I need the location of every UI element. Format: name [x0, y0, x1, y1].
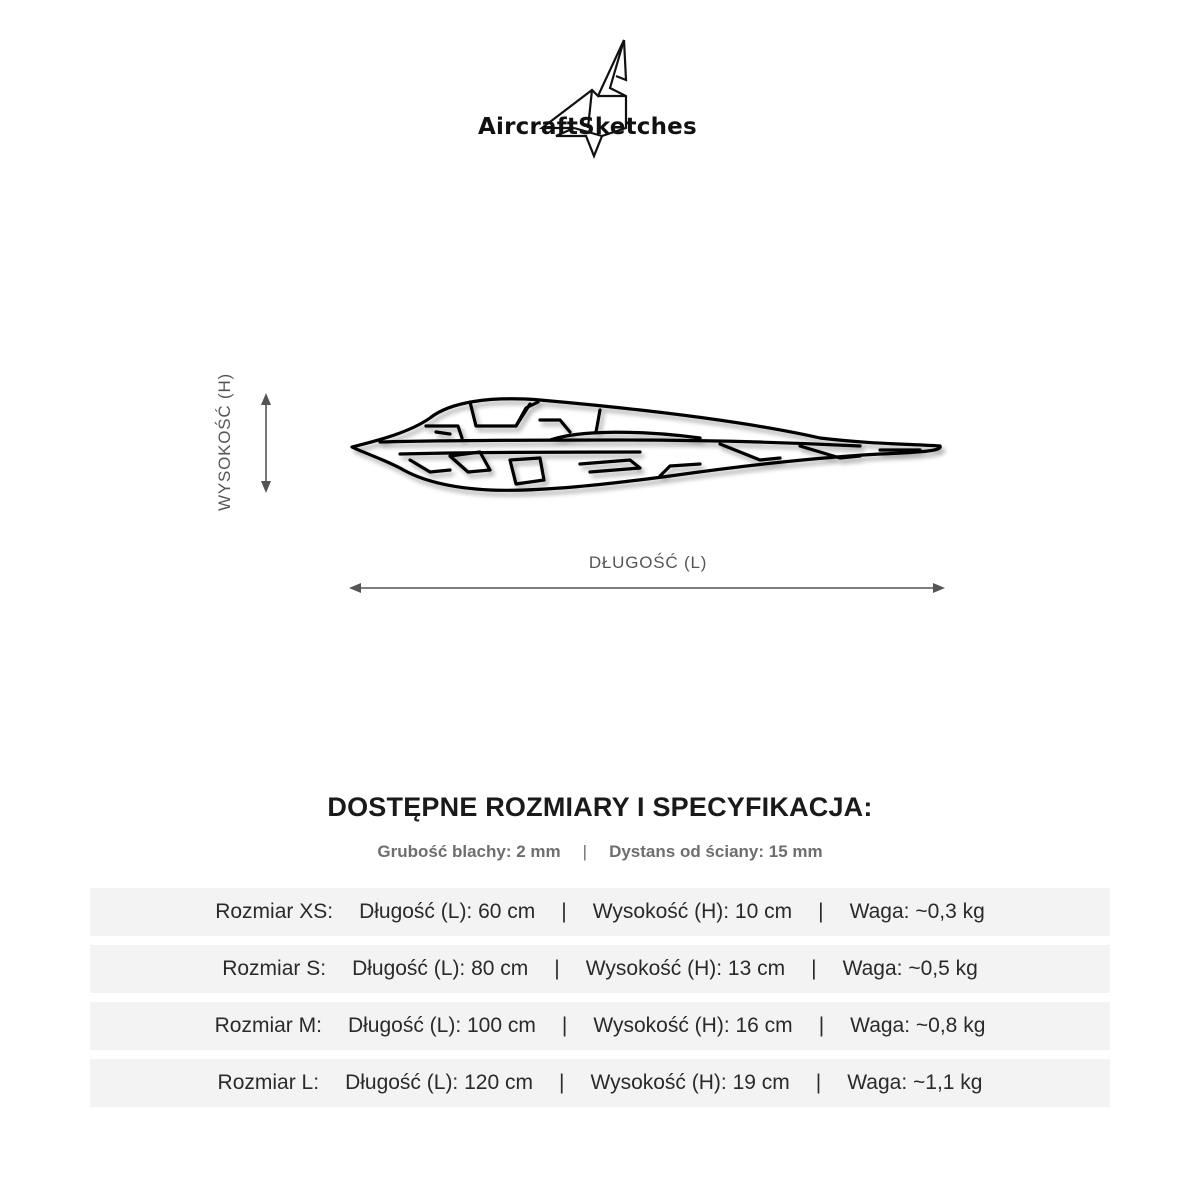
size-separator: | — [561, 900, 567, 923]
height-label: WYSOKOŚĆ (H) — [215, 372, 234, 512]
size-row-l — [90, 1059, 1110, 1107]
size-separator: | — [811, 957, 817, 980]
size-name: Rozmiar L: — [217, 1071, 320, 1094]
height-arrow-top — [261, 393, 271, 405]
height-arrow-bottom — [261, 481, 271, 493]
size-weight: Waga: ~0,8 kg — [850, 1014, 986, 1037]
size-height: Wysokość (H): 16 cm — [593, 1014, 793, 1037]
size-separator: | — [558, 1071, 565, 1094]
length-arrow-left — [349, 583, 361, 593]
size-length: Długość (L): 80 cm — [352, 957, 529, 980]
brand-name: AircraftSketches — [478, 114, 697, 140]
size-separator: | — [561, 1014, 568, 1037]
size-height: Wysokość (H): 13 cm — [585, 957, 786, 980]
distance-spec: Dystans od ściany: 15 mm — [609, 842, 823, 861]
size-height: Wysokość (H): 19 cm — [590, 1071, 790, 1094]
spec-title: DOSTĘPNE ROZMIARY I SPECYFIKACJA: — [327, 792, 873, 822]
size-separator: | — [818, 1014, 825, 1037]
size-length: Długość (L): 100 cm — [347, 1014, 536, 1037]
size-separator: | — [554, 957, 560, 980]
size-name: Rozmiar M: — [214, 1014, 322, 1037]
size-height: Wysokość (H): 10 cm — [592, 900, 793, 923]
size-separator: | — [815, 1071, 822, 1094]
size-weight: Waga: ~0,5 kg — [842, 957, 978, 980]
size-row-m — [90, 1002, 1110, 1050]
size-row-s — [90, 945, 1110, 993]
size-separator: | — [818, 900, 824, 923]
length-label: DŁUGOŚĆ (L) — [588, 553, 708, 572]
size-name: Rozmiar S: — [222, 957, 327, 980]
thickness-spec: Grubość blachy: 2 mm — [377, 842, 561, 861]
size-length: Długość (L): 120 cm — [345, 1071, 533, 1094]
aircraft-silhouette-icon — [340, 380, 960, 510]
size-row-xs — [90, 888, 1110, 936]
spec-subline — [0, 842, 1200, 862]
size-weight: Waga: ~1,1 kg — [847, 1071, 983, 1094]
spec-separator: | — [582, 842, 588, 861]
size-weight: Waga: ~0,3 kg — [849, 900, 985, 923]
size-table — [90, 888, 1110, 1116]
size-length: Długość (L): 60 cm — [359, 900, 536, 923]
size-name: Rozmiar XS: — [215, 900, 334, 923]
length-arrow-right — [933, 583, 945, 593]
